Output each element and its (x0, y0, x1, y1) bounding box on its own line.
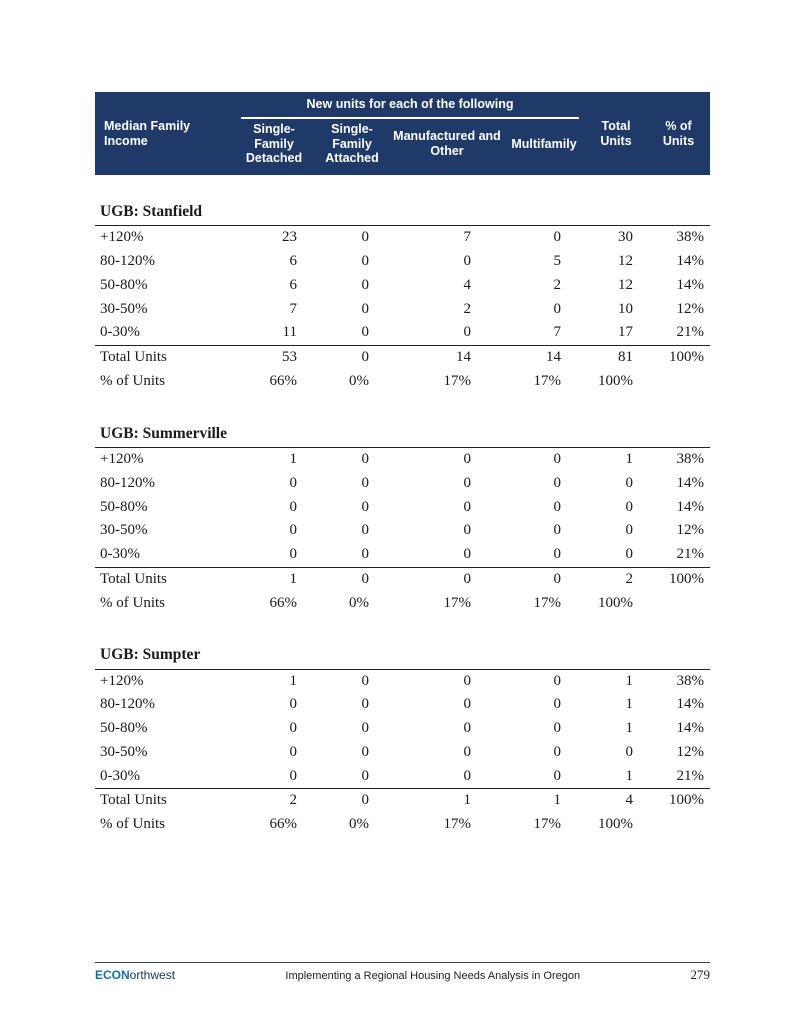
value-cell: 0 (361, 767, 369, 784)
value-cell: 17 (618, 324, 634, 341)
table-row (95, 496, 710, 520)
span-header-label: New units for each of the following (241, 92, 579, 119)
value-cell: 1 (289, 672, 297, 689)
percent-value-cell: 17% (443, 372, 471, 389)
section-title-row (95, 397, 710, 448)
table-row (95, 298, 710, 322)
value-cell: 0 (463, 451, 471, 467)
value-cell: 0 (361, 522, 369, 539)
section-title: UGB: Summerville (95, 397, 710, 448)
row-label: 0-30% (100, 546, 140, 562)
value-cell: 0 (361, 672, 369, 689)
value-cell: 14% (676, 498, 705, 515)
value-cell: 0 (463, 767, 471, 784)
value-cell: 14% (676, 474, 705, 491)
total-value-cell: 81 (585, 346, 647, 370)
total-value-cell: 100% (647, 567, 710, 591)
total-label: Total Units (95, 567, 235, 591)
percent-value-cell: 17% (443, 816, 471, 833)
value-cell: 21% (676, 324, 705, 341)
value-cell: 1 (625, 672, 634, 689)
value-cell: 0 (463, 546, 471, 562)
total-value-cell: 100% (647, 346, 710, 370)
value-cell: 12 (618, 276, 634, 293)
percent-value-cell: 66% (269, 594, 297, 611)
col-header-total-units: Total Units (585, 92, 647, 175)
row-label: 50-80% (100, 498, 148, 515)
section-title-row (95, 618, 710, 669)
table-row (95, 519, 710, 543)
value-cell: 0 (289, 522, 297, 539)
table-row (95, 274, 710, 298)
col-header-manufactured-and-other: Manufactured and Other (391, 119, 503, 175)
value-cell: 0 (289, 546, 297, 562)
row-label: 80-120% (100, 253, 155, 270)
col-header-single-family-attached: Single-Family Attached (313, 119, 391, 175)
value-cell: 0 (553, 229, 562, 246)
total-value-cell: 2 (585, 567, 647, 591)
value-cell: 10 (618, 300, 634, 317)
value-cell: 0 (463, 743, 471, 760)
value-cell: 0 (553, 546, 562, 562)
page-footer (95, 962, 710, 983)
table-row (95, 789, 710, 813)
brand-logo (95, 968, 175, 982)
value-cell: 7 (463, 229, 471, 246)
value-cell: 14% (676, 253, 705, 270)
value-cell: 2 (553, 276, 562, 293)
value-cell: 5 (553, 253, 562, 270)
row-label: 80-120% (100, 474, 155, 491)
value-cell: 1 (625, 696, 634, 713)
total-value-cell: 4 (585, 789, 647, 813)
value-cell: 6 (289, 253, 297, 270)
value-cell: 4 (463, 276, 471, 293)
brand-rest: orthwest (129, 968, 176, 982)
value-cell: 0 (463, 696, 471, 713)
table-row (95, 567, 710, 591)
value-cell: 23 (282, 229, 297, 246)
percent-value-cell: 0% (349, 816, 369, 833)
value-cell: 0 (463, 522, 471, 539)
percent-value-cell (647, 813, 710, 840)
value-cell: 0 (553, 522, 562, 539)
percent-value-cell: 0% (349, 594, 369, 611)
percent-value-cell: 17% (533, 594, 562, 611)
percent-value-cell (647, 370, 710, 397)
value-cell: 21% (676, 546, 705, 562)
percent-value-cell: 66% (269, 816, 297, 833)
percent-label: % of Units (100, 594, 165, 611)
value-cell: 0 (553, 767, 562, 784)
value-cell: 14% (676, 720, 705, 737)
value-cell: 0 (361, 743, 369, 760)
percent-value-cell: 100% (598, 594, 634, 611)
row-label: +120% (100, 229, 144, 246)
value-cell: 21% (676, 767, 705, 784)
value-cell: 12% (676, 300, 705, 317)
table-row (95, 592, 710, 619)
value-cell: 14% (676, 696, 705, 713)
total-value-cell: 14 (391, 346, 503, 370)
value-cell: 1 (625, 767, 634, 784)
value-cell: 0 (289, 696, 297, 713)
percent-value-cell: 66% (269, 372, 297, 389)
brand-econ: ECON (95, 968, 130, 982)
housing-units-table (95, 92, 710, 840)
row-label: 30-50% (100, 300, 148, 317)
value-cell: 0 (361, 300, 369, 317)
total-value-cell: 53 (235, 346, 313, 370)
total-label: Total Units (95, 346, 235, 370)
col-header-percent-units: % of Units (647, 92, 710, 175)
table-row (95, 250, 710, 274)
percent-value-cell: 100% (598, 816, 634, 833)
section-title-row (95, 175, 710, 226)
value-cell: 0 (625, 743, 634, 760)
table-row (95, 448, 710, 472)
section-title: UGB: Sumpter (95, 618, 710, 669)
value-cell: 0 (553, 696, 562, 713)
value-cell: 12% (676, 522, 705, 539)
value-cell: 0 (289, 720, 297, 737)
table-row (95, 543, 710, 567)
table-row (95, 693, 710, 717)
value-cell: 12 (618, 253, 634, 270)
value-cell: 0 (289, 474, 297, 491)
value-cell: 0 (625, 498, 634, 515)
page-number: 279 (690, 967, 710, 982)
col-header-multifamily: Multifamily (503, 119, 585, 175)
row-label: 80-120% (100, 696, 155, 713)
value-cell: 7 (289, 300, 297, 317)
percent-label: % of Units (100, 372, 165, 389)
total-value-cell: 1 (503, 789, 585, 813)
row-label: 0-30% (100, 324, 140, 341)
table-row (95, 813, 710, 840)
value-cell: 6 (289, 276, 297, 293)
value-cell: 30 (618, 229, 634, 246)
table-row (95, 717, 710, 741)
table-row (95, 226, 710, 250)
value-cell: 0 (361, 229, 369, 246)
value-cell: 14% (676, 276, 705, 293)
value-cell: 0 (553, 498, 562, 515)
span-header-cell (235, 92, 585, 119)
value-cell: 11 (282, 324, 297, 341)
total-value-cell: 100% (647, 789, 710, 813)
total-value-cell: 0 (313, 346, 391, 370)
total-value-cell: 0 (313, 789, 391, 813)
value-cell: 0 (463, 324, 471, 341)
row-label: 50-80% (100, 276, 148, 293)
value-cell: 0 (361, 696, 369, 713)
value-cell: 12% (676, 743, 705, 760)
value-cell: 0 (625, 546, 634, 562)
value-cell: 1 (289, 451, 297, 467)
value-cell: 0 (463, 253, 471, 270)
row-label: 30-50% (100, 522, 148, 539)
value-cell: 0 (553, 300, 562, 317)
percent-value-cell: 17% (533, 816, 562, 833)
total-value-cell: 1 (391, 789, 503, 813)
value-cell: 0 (625, 474, 634, 491)
row-label: 30-50% (100, 743, 148, 760)
value-cell: 0 (289, 498, 297, 515)
value-cell: 7 (553, 324, 562, 341)
value-cell: 0 (553, 743, 562, 760)
footer-title: Implementing a Regional Housing Needs Analysis in Oregon (285, 970, 581, 982)
value-cell: 0 (463, 720, 471, 737)
total-value-cell: 0 (313, 567, 391, 591)
table-row (95, 741, 710, 765)
total-value-cell: 14 (503, 346, 585, 370)
row-label: 50-80% (100, 720, 148, 737)
row-label: 0-30% (100, 767, 140, 784)
percent-value-cell: 100% (598, 372, 634, 389)
value-cell: 0 (361, 253, 369, 270)
value-cell: 0 (361, 474, 369, 491)
percent-label: % of Units (100, 816, 165, 833)
value-cell: 0 (361, 451, 369, 467)
total-value-cell: 1 (235, 567, 313, 591)
value-cell: 0 (289, 743, 297, 760)
table-row (95, 765, 710, 789)
value-cell: 0 (361, 720, 369, 737)
total-label: Total Units (95, 789, 235, 813)
value-cell: 1 (625, 451, 634, 467)
table-row (95, 321, 710, 345)
value-cell: 0 (289, 767, 297, 784)
value-cell: 0 (625, 522, 634, 539)
value-cell: 38% (676, 229, 705, 246)
value-cell: 0 (463, 474, 471, 491)
value-cell: 0 (463, 672, 471, 689)
value-cell: 0 (553, 672, 562, 689)
value-cell: 38% (676, 672, 705, 689)
percent-value-cell: 17% (533, 372, 562, 389)
percent-value-cell: 17% (443, 594, 471, 611)
table-body (95, 175, 710, 840)
value-cell: 0 (553, 474, 562, 491)
total-value-cell: 0 (391, 567, 503, 591)
value-cell: 1 (625, 720, 634, 737)
value-cell: 0 (553, 720, 562, 737)
row-label: +120% (100, 672, 144, 689)
value-cell: 38% (676, 451, 705, 467)
col-header-single-family-detached: Single-Family Detached (235, 119, 313, 175)
total-value-cell: 0 (503, 567, 585, 591)
value-cell: 2 (463, 300, 471, 317)
percent-value-cell (647, 592, 710, 619)
row-label: +120% (100, 451, 144, 467)
table-header (95, 92, 710, 175)
table-row (95, 346, 710, 370)
value-cell: 0 (361, 324, 369, 341)
value-cell: 0 (361, 498, 369, 515)
table-row (95, 370, 710, 397)
section-title: UGB: Stanfield (95, 175, 710, 226)
percent-value-cell: 0% (349, 372, 369, 389)
value-cell: 0 (553, 451, 562, 467)
value-cell: 0 (463, 498, 471, 515)
value-cell: 0 (361, 276, 369, 293)
value-cell: 0 (361, 546, 369, 562)
table-row (95, 669, 710, 693)
col-header-median-family-income: Median Family Income (95, 92, 235, 175)
total-value-cell: 2 (235, 789, 313, 813)
table-row (95, 472, 710, 496)
